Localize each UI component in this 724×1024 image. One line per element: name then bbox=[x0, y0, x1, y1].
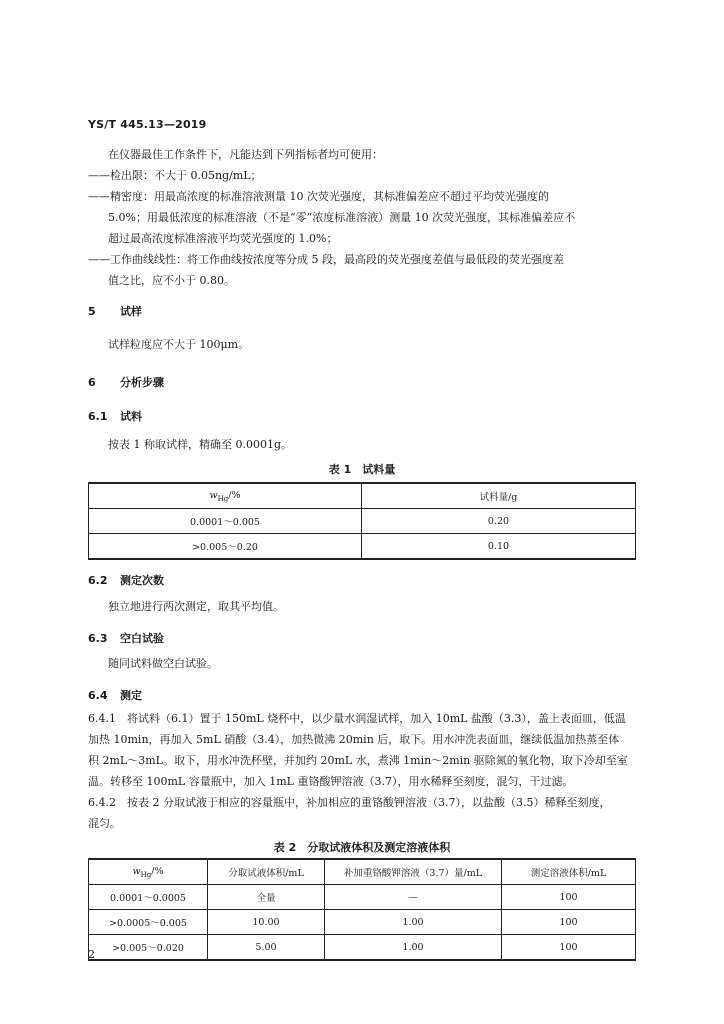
table-cell: 100 bbox=[502, 885, 636, 910]
table-header-cell: $w_{Hg}/\%$ bbox=[89, 859, 208, 885]
section-title: 空白试验 bbox=[120, 632, 164, 645]
table-row bbox=[89, 910, 636, 935]
section-5-text: 试样粒度应不大于 100μm。 bbox=[108, 338, 250, 351]
section-6-heading bbox=[88, 374, 164, 390]
table-cell: 1.00 bbox=[325, 910, 502, 935]
table-row bbox=[89, 935, 636, 961]
section-6-4-1-line: 温。转移至 100mL 容量瓶中，加入 1mL 重铬酸钾溶液（3.7），用水稀释至刻度，混匀，干过滤。 bbox=[88, 775, 574, 788]
section-6-4-heading bbox=[88, 687, 142, 703]
table-cell: >0.0005～0.005 bbox=[89, 910, 208, 935]
section-title: 分析步骤 bbox=[120, 376, 164, 389]
table-cell: 1.00 bbox=[325, 935, 502, 961]
section-number: 6.3 bbox=[88, 632, 108, 645]
section-6-4-2-line: 6.4.2 按表 2 分取试液于相应的容量瓶中，补加相应的重铬酸钾溶液（3.7），以盐酸（3.5）稀释至刻度， bbox=[88, 796, 611, 809]
intro-item-precision-line1: ——精密度：用最高浓度的标准溶液测量 10 次荧光强度，其标准偏差应不超过平均荧光强度的 bbox=[88, 190, 549, 203]
intro-item-linearity-line2: 值之比，应不小于 0.80。 bbox=[108, 274, 235, 287]
section-title: 试料 bbox=[120, 410, 142, 423]
intro-item-precision-line2: 5.0%；用最低浓度的标准溶液（不是“零”浓度标准溶液）测量 10 次荧光强度，其标准偏差应不 bbox=[108, 211, 576, 224]
table-row bbox=[89, 509, 636, 534]
table-cell: >0.005～0.020 bbox=[89, 935, 208, 961]
table-header-cell: 分取试液体积/mL bbox=[208, 859, 325, 885]
table-header-row bbox=[89, 859, 636, 885]
section-6-1-text: 按表 1 称取试样，精确至 0.0001g。 bbox=[108, 438, 293, 451]
intro-item-detection-limit: ——检出限：不大于 0.05ng/mL； bbox=[88, 169, 262, 182]
table-cell: 0.20 bbox=[362, 509, 636, 534]
table-cell: 全量 bbox=[208, 885, 325, 910]
table-cell: 100 bbox=[502, 935, 636, 961]
section-6-4-1-line: 加热 10min，再加入 5mL 硝酸（3.4），加热微沸 20min 后，取下。用水冲洗表面皿，继续低温加热蒸至体 bbox=[88, 733, 620, 746]
table-cell: 0.0001～0.0005 bbox=[89, 885, 208, 910]
section-title: 测定次数 bbox=[120, 574, 164, 587]
table-header-cell: $w_{Hg}/\%$ bbox=[89, 483, 362, 509]
page-number: 2 bbox=[88, 948, 95, 961]
section-6-3-text: 随同试料做空白试验。 bbox=[108, 657, 218, 670]
intro-lead: 在仪器最佳工作条件下，凡能达到下列指标者均可使用： bbox=[108, 148, 383, 161]
table-row bbox=[89, 534, 636, 560]
table-header-cell: 试料量/g bbox=[362, 483, 636, 509]
table-2 bbox=[88, 858, 636, 961]
table-1-caption: 表 1 试料量 bbox=[328, 463, 396, 476]
section-number: 6.4 bbox=[88, 689, 108, 702]
table-cell: 5.00 bbox=[208, 935, 325, 961]
section-6-1-heading bbox=[88, 408, 142, 424]
section-number: 6.2 bbox=[88, 574, 108, 587]
section-number: 6.1 bbox=[88, 410, 108, 423]
table-cell: 0.10 bbox=[362, 534, 636, 560]
section-6-4-1-line: 6.4.1 将试料（6.1）置于 150mL 烧杯中，以少量水润湿试样，加入 10mL 盐酸（3.3），盖上表面皿，低温 bbox=[88, 712, 626, 725]
table-row bbox=[89, 885, 636, 910]
section-6-3-heading bbox=[88, 630, 164, 646]
table-1 bbox=[88, 482, 636, 560]
table-cell: >0.005～0.20 bbox=[89, 534, 362, 560]
table-cell: — bbox=[325, 885, 502, 910]
section-6-2-heading bbox=[88, 572, 164, 588]
intro-item-linearity-line1: ——工作曲线线性：将工作曲线按浓度等分成 5 段，最高段的荧光强度差值与最低段的荧光强度差 bbox=[88, 253, 564, 266]
table-2-caption: 表 2 分取试液体积及测定溶液体积 bbox=[273, 841, 451, 854]
table-header-cell: 补加重铬酸钾溶液（3.7）量/mL bbox=[325, 859, 502, 885]
intro-item-precision-line3: 超过最高浓度标准溶液平均荧光强度的 1.0%； bbox=[108, 232, 338, 245]
table-header-row bbox=[89, 483, 636, 509]
section-6-4-2-line: 混匀。 bbox=[88, 817, 121, 830]
section-number: 5 bbox=[88, 305, 96, 318]
table-cell: 10.00 bbox=[208, 910, 325, 935]
section-6-4-1-line: 积 2mL～3mL。取下，用水冲洗杯壁，并加约 20mL 水，煮沸 1min～2min 驱除氮的氧化物，取下冷却至室 bbox=[88, 754, 628, 767]
section-5-heading bbox=[88, 303, 142, 319]
standard-id-header: YS/T 445.13—2019 bbox=[88, 118, 207, 131]
section-title: 试样 bbox=[120, 305, 142, 318]
section-6-2-text: 独立地进行两次测定，取其平均值。 bbox=[108, 600, 284, 613]
table-cell: 100 bbox=[502, 910, 636, 935]
section-number: 6 bbox=[88, 376, 96, 389]
table-cell: 0.0001～0.005 bbox=[89, 509, 362, 534]
table-header-cell: 测定溶液体积/mL bbox=[502, 859, 636, 885]
section-title: 测定 bbox=[120, 689, 142, 702]
